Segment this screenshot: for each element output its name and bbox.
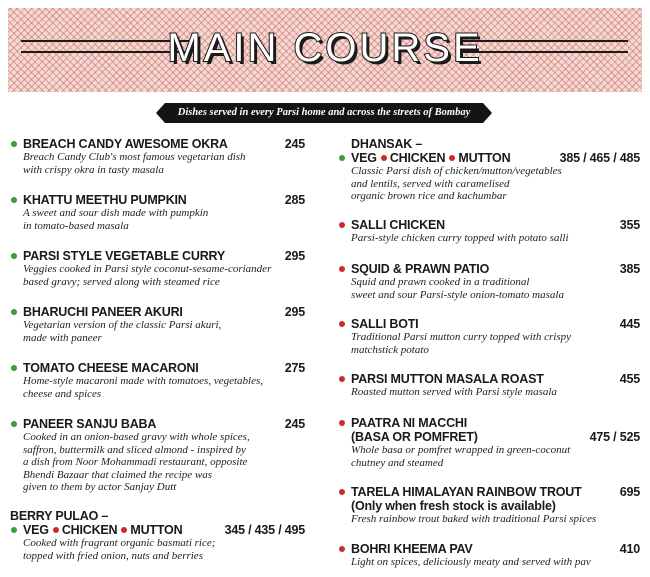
- dish-variants: VEG CHICKEN MUTTON 385 / 465 / 485: [338, 151, 640, 165]
- veg-dot-icon: [11, 141, 17, 147]
- menu-item-berry-pulao: [10, 509, 305, 562]
- dish-name: PARSI MUTTON MASALA ROAST 455: [338, 372, 640, 386]
- dish-description: Vegetarian version of the classic Parsi akuri, made with paneer: [23, 319, 222, 344]
- dish-description: Roasted mutton served with Parsi style masala: [351, 386, 557, 398]
- dish-variants: VEG CHICKEN MUTTON 345 / 435 / 495: [10, 523, 305, 537]
- menu-item: [338, 317, 640, 356]
- menu-item: [10, 193, 305, 232]
- veg-dot-icon: [11, 365, 17, 371]
- menu-item: [10, 137, 305, 176]
- dish-price: 445: [619, 317, 640, 331]
- nonveg-dot-icon: [339, 321, 345, 327]
- nonveg-dot-icon: [339, 420, 345, 426]
- dish-description: Home-style macaroni made with tomatoes, vegetables, cheese and spices: [23, 375, 264, 400]
- dish-price: 275: [284, 361, 305, 375]
- dish-price: 410: [619, 542, 640, 556]
- dish-price: 455: [619, 372, 640, 386]
- nonveg-dot-icon: [121, 527, 127, 533]
- dish-name: DHANSAK –: [351, 137, 423, 151]
- nonveg-dot-icon: [339, 489, 345, 495]
- dish-name: BREACH CANDY AWESOME OKRA 245: [10, 137, 305, 151]
- dish-description: Cooked with fragrant organic basmati rice; topped with fried onion, nuts and berries: [23, 537, 216, 562]
- veg-dot-icon: [11, 309, 17, 315]
- menu-item: [338, 262, 640, 301]
- veg-dot-icon: [339, 155, 345, 161]
- dish-description: A sweet and sour dish made with pumpkin in tomato-based masala: [23, 207, 209, 232]
- dish-description: Light on spices, deliciously meaty and served with pav: [351, 556, 591, 568]
- menu-item-kheema: [338, 542, 640, 569]
- dish-price: 285: [284, 193, 305, 207]
- menu-item: [338, 372, 640, 399]
- dish-price: 245: [284, 137, 305, 151]
- dish-price: 295: [284, 305, 305, 319]
- dish-description: Veggies cooked in Parsi style coconut-sesame-coriander based gravy; served along with steamed rice: [23, 263, 272, 288]
- title-banner: [8, 8, 642, 92]
- dish-note: (Only when fresh stock is available): [351, 499, 556, 513]
- dish-name: PARSI STYLE VEGETABLE CURRY 295: [10, 249, 305, 263]
- dish-name: TARELA HIMALAYAN RAINBOW TROUT 695: [338, 485, 640, 499]
- dish-description: Breach Candy Club's most famous vegetarian dish with crispy okra in tasty masala: [23, 151, 246, 176]
- nonveg-dot-icon: [381, 155, 387, 161]
- menu-item: [338, 218, 640, 245]
- dish-name: BHARUCHI PANEER AKURI 295: [10, 305, 305, 319]
- dish-name: SQUID & PRAWN PATIO 385: [338, 262, 640, 276]
- dish-description: Traditional Parsi mutton curry topped with crispy matchstick potato: [351, 331, 572, 356]
- nonveg-dot-icon: [53, 527, 59, 533]
- nonveg-dot-icon: [449, 155, 455, 161]
- menu-item: [10, 361, 305, 400]
- dish-name: PAATRA NI MACCHI: [338, 416, 640, 430]
- nonveg-dot-icon: [339, 266, 345, 272]
- dish-description: Fresh rainbow trout baked with traditional Parsi spices: [351, 513, 597, 525]
- dish-price: 475 / 525: [589, 430, 640, 444]
- veg-dot-icon: [11, 527, 17, 533]
- dish-price: 345 / 435 / 495: [224, 523, 305, 537]
- dish-description: Parsi-style chicken curry topped with potato salli: [351, 232, 569, 244]
- dish-description: Cooked in an onion-based gravy with whole spices, saffron, buttermilk and sliced almond - inspired by a dish from Noor Mohammadi restaurant, opposite Bhendi Bazaar that claimed the recipe was given to them by actor Sanjay Dutt: [23, 431, 250, 493]
- dish-price: 385: [619, 262, 640, 276]
- nonveg-dot-icon: [339, 546, 345, 552]
- dish-description: Whole basa or pomfret wrapped in green-coconut chutney and steamed: [351, 444, 571, 469]
- menu-item: [10, 417, 305, 494]
- veg-dot-icon: [11, 197, 17, 203]
- subtitle-ribbon: Dishes served in every Parsi home and across the streets of Bombay: [165, 103, 483, 123]
- dish-price: 355: [619, 218, 640, 232]
- veg-dot-icon: [11, 421, 17, 427]
- dish-name: KHATTU MEETHU PUMPKIN 285: [10, 193, 305, 207]
- dish-name: TOMATO CHEESE MACARONI 275: [10, 361, 305, 375]
- dish-price: 295: [284, 249, 305, 263]
- dish-name: BOHRI KHEEMA PAV 410: [338, 542, 640, 556]
- nonveg-dot-icon: [339, 222, 345, 228]
- menu-item-trout: [338, 485, 640, 526]
- dish-name: SALLI CHICKEN 355: [338, 218, 640, 232]
- dish-price: 385 / 465 / 485: [559, 151, 640, 165]
- dish-name-line-2: (BASA OR POMFRET) 475 / 525: [351, 430, 640, 444]
- dish-description: Squid and prawn cooked in a traditional sweet and sour Parsi-style onion-tomato masala: [351, 276, 564, 301]
- dish-name: PANEER SANJU BABA 245: [10, 417, 305, 431]
- dish-price: 245: [284, 417, 305, 431]
- menu-item-paatra: [338, 416, 640, 469]
- dish-price: 695: [619, 485, 640, 499]
- dish-name: BERRY PULAO –: [10, 509, 109, 523]
- menu-item-dhansak: [338, 137, 640, 203]
- menu-item: [10, 249, 305, 288]
- page-title: MAIN COURSE: [167, 26, 483, 70]
- nonveg-dot-icon: [339, 376, 345, 382]
- dish-name: SALLI BOTI 445: [338, 317, 640, 331]
- menu-item: [10, 305, 305, 344]
- veg-dot-icon: [11, 253, 17, 259]
- dish-description: Classic Parsi dish of chicken/mutton/vegetables and lentils, served with caramelised organic brown rice and kachumbar: [351, 165, 562, 202]
